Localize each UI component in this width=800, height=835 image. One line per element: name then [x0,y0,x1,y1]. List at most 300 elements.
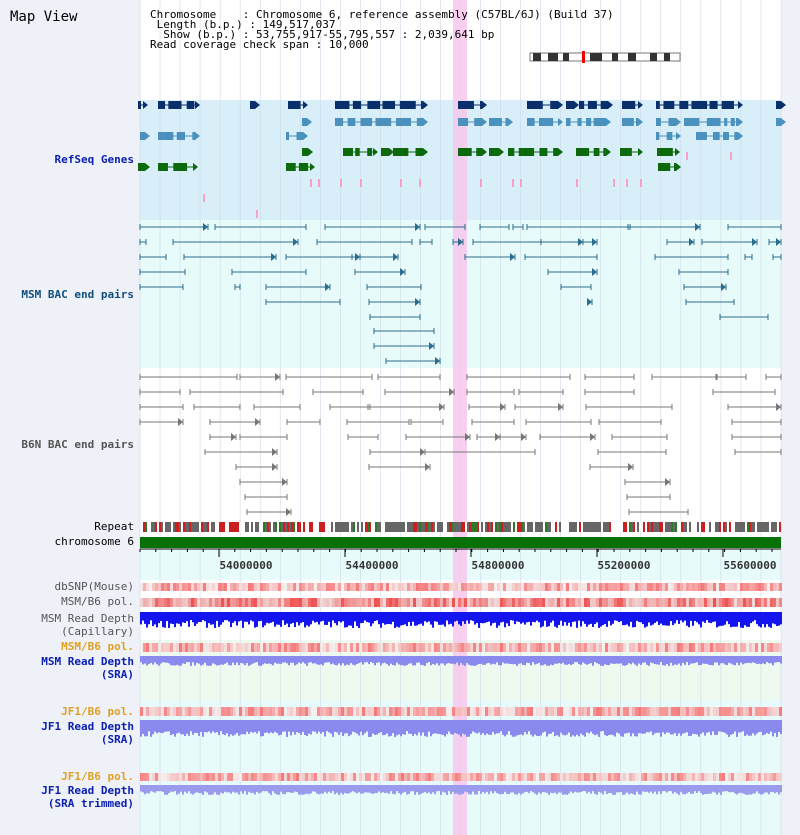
jf1-depth-trim-bar [618,785,620,792]
jf1-depth-bar [494,720,496,734]
jf1-depth-bar [276,720,278,733]
jf1-depth-bar [658,720,660,733]
msm-depth-cap-bar [564,612,566,622]
msm-depth-sra-bar [536,656,538,664]
msm-depth-cap-bar [756,612,758,624]
jf1-depth-trim-bar [670,785,672,791]
msm-depth-sra-bar [328,656,330,662]
msm-depth-cap-bar [642,612,644,624]
dbsnp-cell [752,583,755,591]
dbsnp-cell [638,583,641,591]
msm-depth-cap-bar [198,612,200,622]
msm-pol-cap-cell [425,598,428,607]
msm-depth-sra-bar [594,656,596,662]
dbsnp-cell [293,583,296,591]
repeat-block [609,522,611,532]
msm-depth-cap-bar [440,612,442,625]
jf1-pol-trim-cell [473,773,476,781]
msm-pol-cap-cell [338,598,341,607]
msm-depth-cap-bar [670,612,672,621]
repeat-block [247,522,249,532]
jf1-depth-bar [448,720,450,732]
jf1-depth-bar [596,720,598,734]
msm-pol-cap-cell [647,598,650,607]
track-label-refseq[interactable]: RefSeq Genes [54,153,134,166]
jf1-depth-bar [366,720,368,731]
msm-pol-sra-cell [716,643,719,652]
repeat-block [767,522,769,532]
msm-pol-sra-cell [326,643,329,652]
msm-pol-sra-cell [497,643,500,652]
dbsnp-cell [341,583,344,591]
repeat-block [477,522,479,532]
msm-depth-cap-bar [708,612,710,623]
msm-depth-sra-bar [240,656,242,663]
jf1-depth-trim-bar [288,785,290,792]
gene-exon [343,148,353,156]
jf1-depth-trim-bar [234,785,236,793]
dbsnp-cell [563,583,566,591]
msm-depth-cap-bar [412,612,414,622]
jf1-depth-trim-bar [186,785,188,793]
msm-depth-sra-bar [646,656,648,665]
msm-depth-cap-bar [494,612,496,623]
msm-pol-sra-cell [698,643,701,652]
jf1-pol-trim-cell [749,773,752,781]
msm-depth-cap-bar [228,612,230,622]
msm-depth-sra-bar [332,656,334,664]
jf1-pol-trim-cell [776,773,779,781]
msm-pol-sra-cell [377,643,380,652]
jf1-pol-cell [170,707,173,716]
jf1-pol-trim-cell [635,773,638,781]
jf1-pol-trim-cell [191,773,194,781]
dbsnp-cell [551,583,554,591]
msm-depth-cap-bar [354,612,356,621]
msm-depth-sra-bar [206,656,208,666]
jf1-depth-trim-bar [442,785,444,792]
jf1-depth-bar [546,720,548,737]
jf1-depth-bar [614,720,616,737]
gene-exon [579,101,584,109]
jf1-depth-trim-bar [340,785,342,793]
jf1-depth-bar [268,720,270,733]
repeat-block [763,522,765,532]
repeat-block [637,522,639,532]
msm-pol-cap-cell [494,598,497,607]
jf1-pol-trim-cell [356,773,359,781]
msm-depth-sra-bar [330,656,332,664]
msm-pol-sra-cell [572,643,575,652]
msm-depth-sra-bar [364,656,366,662]
repeat-block [745,522,747,532]
jf1-depth-trim-bar [648,785,650,793]
msm-pol-sra-cell [638,643,641,652]
repeat-block [527,522,529,532]
jf1-depth-trim-bar [540,785,542,794]
repeat-block [511,522,513,532]
jf1-depth-bar [308,720,310,734]
msm-depth-sra-bar [248,656,250,666]
msm-pol-sra-cell [512,643,515,652]
jf1-pol-cell [212,707,215,716]
jf1-depth-trim-bar [334,785,336,794]
repeat-block [445,522,447,532]
jf1-depth-bar [714,720,716,735]
dbsnp-cell [608,583,611,591]
jf1-pol-trim-cell [359,773,362,781]
jf1-depth-bar [400,720,402,736]
msm-pol-cap-cell [587,598,590,607]
msm-depth-sra-bar [356,656,358,664]
msm-depth-cap-bar [292,612,294,623]
jf1-depth-bar [388,720,390,736]
msm-depth-sra-bar [650,656,652,663]
jf1-depth-trim-bar [274,785,276,793]
msm-depth-sra-bar [570,656,572,665]
jf1-depth-trim-bar [368,785,370,793]
dbsnp-cell [347,583,350,591]
jf1-depth-bar [164,720,166,732]
dbsnp-cell [683,583,686,591]
jf1-pol-trim-cell [158,773,161,781]
msm-depth-sra-bar [714,656,716,662]
msm-pol-sra-cell [710,643,713,652]
jf1-depth-trim-bar [272,785,274,791]
jf1-depth-bar [292,720,294,732]
jf1-depth-trim-bar [580,785,582,792]
jf1-depth-trim-bar [752,785,754,794]
msm-depth-sra-bar [174,656,176,665]
pink-transcript [256,210,258,218]
msm-pol-cap-cell [500,598,503,607]
track-label-jf1-pol-trim[interactable]: JF1/B6 pol. [61,770,134,783]
jf1-depth-bar [708,720,710,732]
jf1-depth-trim-bar [656,785,658,794]
dbsnp-cell [539,583,542,591]
msm-pol-sra-cell [662,643,665,652]
msm-pol-cap-cell [482,598,485,607]
msm-depth-sra-bar [318,656,320,665]
jf1-depth-trim-bar [420,785,422,794]
msm-pol-sra-cell [596,643,599,652]
msm-depth-cap-bar [770,612,772,628]
msm-pol-cap-cell [344,598,347,607]
dbsnp-cell [338,583,341,591]
msm-depth-cap-bar [402,612,404,625]
gene-exon [776,118,781,126]
msm-pol-cap-cell [413,598,416,607]
jf1-depth-trim-bar [178,785,180,793]
pink-transcript [512,179,514,187]
msm-pol-sra-cell [401,643,404,652]
gene-exon [173,163,187,171]
msm-depth-cap-bar [748,612,750,627]
msm-pol-sra-cell [464,643,467,652]
dbsnp-cell [284,583,287,591]
track-label-msm-depth-cap[interactable]: MSM Read Depth [41,612,134,625]
jf1-depth-bar [244,720,246,735]
jf1-depth-trim-bar [406,785,408,795]
ideogram-band [533,53,541,61]
dbsnp-cell [533,583,536,591]
dbsnp-cell [515,583,518,591]
jf1-pol-cell [305,707,308,716]
msm-depth-cap-bar [646,612,648,626]
jf1-depth-trim-bar [734,785,736,793]
jf1-depth-trim-bar [268,785,270,793]
msm-pol-cap-cell [746,598,749,607]
jf1-depth-trim-bar [422,785,424,793]
jf1-depth-trim-bar [448,785,450,791]
repeat-block [733,522,735,532]
jf1-depth-trim-bar [194,785,196,793]
jf1-pol-trim-cell [578,773,581,781]
gene-exon [588,101,597,109]
pink-transcript [686,152,688,160]
jf1-pol-trim-cell [440,773,443,781]
jf1-depth-bar [778,720,780,732]
msm-depth-cap-bar [590,612,592,624]
msm-depth-sra-bar [158,656,160,666]
jf1-depth-bar [154,720,156,732]
jf1-depth-bar [230,720,232,734]
jf1-depth-trim-bar [462,785,464,794]
track-label-b6n-bac[interactable]: B6N BAC end pairs [21,438,134,451]
jf1-depth-trim-bar [532,785,534,792]
repeat-block [255,522,257,532]
jf1-pol-trim-cell [503,773,506,781]
track-label-msm-pol-cap[interactable]: MSM/B6 pol. [61,595,134,608]
msm-depth-cap-bar [180,612,182,626]
msm-pol-cap-cell [506,598,509,607]
jf1-pol-cell [281,707,284,716]
dbsnp-cell [218,583,221,591]
msm-depth-cap-bar [706,612,708,620]
msm-pol-sra-cell [617,643,620,652]
jf1-depth-bar [578,720,580,736]
msm-depth-cap-bar [744,612,746,625]
jf1-depth-bar [182,720,184,734]
dbsnp-cell [257,583,260,591]
jf1-depth-bar [416,720,418,735]
msm-depth-sra-bar [674,656,676,665]
jf1-depth-trim-bar [456,785,458,793]
jf1-pol-cell [656,707,659,716]
msm-depth-sra-bar [300,656,302,664]
msm-depth-sra-bar [540,656,542,666]
msm-depth-cap-bar [362,612,364,623]
jf1-pol-cell [542,707,545,716]
track-label-jf1-depth-trim[interactable]: JF1 Read Depth [41,784,134,797]
jf1-pol-cell [323,707,326,716]
jf1-depth-trim-bar [162,785,164,792]
msm-depth-cap-bar [306,612,308,625]
jf1-pol-cell [773,707,776,716]
repeat-block [743,522,745,532]
msm-depth-sra-bar [746,656,748,663]
jf1-depth-trim-bar [280,785,282,792]
msm-depth-sra-bar [688,656,690,665]
repeat-block [177,522,179,532]
jf1-depth-trim-bar [412,785,414,791]
jf1-depth-bar [432,720,434,734]
jf1-depth-bar [630,720,632,736]
msm-depth-cap-bar [206,612,208,628]
jf1-depth-bar [710,720,712,735]
jf1-pol-cell [659,707,662,716]
jf1-depth-bar [346,720,348,733]
msm-pol-cap-cell [380,598,383,607]
msm-depth-cap-bar [316,612,318,622]
msm-depth-sra-bar [216,656,218,666]
msm-depth-cap-bar [192,612,194,622]
repeat-block [357,522,359,532]
jf1-pol-cell [704,707,707,716]
chromosome-value: Chromosome 6, reference assembly (C57BL/6J) (Build 37) [255,8,614,21]
jf1-depth-bar [274,720,276,732]
msm-pol-cap-cell [272,598,275,607]
msm-depth-sra-bar [768,656,770,663]
msm-depth-cap-bar [586,612,588,627]
jf1-depth-trim-bar [252,785,254,793]
msm-pol-cap-cell [707,598,710,607]
msm-depth-cap-bar [662,612,664,625]
msm-pol-sra-cell [245,643,248,652]
jf1-depth-trim-bar [400,785,402,795]
jf1-pol-trim-cell [299,773,302,781]
repeat-block [315,522,317,532]
jf1-pol-trim-cell [557,773,560,781]
msm-pol-cap-cell [674,598,677,607]
msm-pol-sra-cell [167,643,170,652]
repeat-block [197,522,199,532]
jf1-pol-trim-cell [587,773,590,781]
msm-pol-cap-cell [638,598,641,607]
jf1-pol-trim-cell [161,773,164,781]
jf1-depth-bar [772,720,774,736]
repeat-block [267,522,269,532]
msm-depth-sra-bar [198,656,200,664]
track-label-msm-depth-sra[interactable]: MSM Read Depth [41,655,134,668]
jf1-depth-bar [606,720,608,736]
msm-pol-cap-cell [764,598,767,607]
track-label-jf1-pol[interactable]: JF1/B6 pol. [61,705,134,718]
msm-depth-cap-bar [302,612,304,622]
jf1-depth-bar [480,720,482,735]
track-label-dbsnp[interactable]: dbSNP(Mouse) [54,580,134,593]
jf1-depth-trim-bar [762,785,764,794]
jf1-pol-cell [713,707,716,716]
msm-pol-cap-cell [251,598,254,607]
jf1-depth-bar [192,720,194,735]
msm-pol-sra-cell [452,643,455,652]
track-label-msm-pol-sra[interactable]: MSM/B6 pol. [61,640,134,653]
repeat-block [217,522,219,532]
dbsnp-cell [686,583,689,591]
jf1-pol-cell [350,707,353,716]
msm-depth-sra-bar [312,656,314,663]
msm-depth-sra-bar [508,656,510,664]
coverage-label: Read coverage check span [150,38,309,51]
dbsnp-cell [305,583,308,591]
jf1-pol-cell [452,707,455,716]
jf1-pol-cell [626,707,629,716]
msm-depth-cap-bar [746,612,748,627]
jf1-depth-trim-bar [488,785,490,794]
jf1-pol-trim-cell [350,773,353,781]
msm-depth-sra-bar [488,656,490,663]
msm-depth-cap-bar [326,612,328,625]
msm-pol-cap-cell [542,598,545,607]
msm-depth-sra-bar [694,656,696,663]
track-label-jf1-depth[interactable]: JF1 Read Depth [41,720,134,733]
jf1-pol-trim-cell [389,773,392,781]
msm-depth-sra-bar [640,656,642,665]
dbsnp-cell [278,583,281,591]
jf1-depth-trim-bar [160,785,162,791]
jf1-pol-trim-cell [710,773,713,781]
gene-arrow [781,101,786,109]
track-label-msm-bac[interactable]: MSM BAC end pairs [21,288,134,301]
msm-pol-sra-cell [731,643,734,652]
jf1-depth-bar [464,720,466,735]
msm-pol-sra-cell [419,643,422,652]
msm-depth-sra-bar [280,656,282,664]
dbsnp-cell [713,583,716,591]
jf1-pol-trim-cell [338,773,341,781]
jf1-depth-trim-bar [550,785,552,793]
msm-depth-sra-bar [712,656,714,665]
jf1-depth-trim-bar [518,785,520,793]
jf1-depth-bar [740,720,742,732]
msm-pol-sra-cell [671,643,674,652]
msm-pol-sra-cell [707,643,710,652]
gene-exon [663,101,674,109]
jf1-depth-trim-bar [494,785,496,791]
jf1-pol-trim-cell [569,773,572,781]
dbsnp-cell [455,583,458,591]
msm-depth-cap-bar [522,612,524,623]
msm-depth-sra-bar [682,656,684,663]
dbsnp-cell [413,583,416,591]
msm-depth-cap-bar [496,612,498,628]
msm-depth-cap-bar [626,612,628,625]
jf1-pol-cell [191,707,194,716]
msm-depth-cap-bar [404,612,406,624]
jf1-depth-bar [334,720,336,732]
jf1-depth-trim-bar [238,785,240,795]
jf1-pol-cell [425,707,428,716]
msm-pol-cap-cell [572,598,575,607]
msm-depth-cap-bar [166,612,168,621]
dbsnp-cell [635,583,638,591]
repeat-block [709,522,711,532]
msm-depth-sra-bar [560,656,562,664]
msm-depth-cap-bar [594,612,596,624]
repeat-block [475,522,477,532]
dbsnp-cell [296,583,299,591]
repeat-block [755,522,757,532]
dbsnp-cell [671,583,674,591]
jf1-depth-bar [310,720,312,735]
msm-pol-sra-cell [482,643,485,652]
msm-pol-cap-cell [743,598,746,607]
msm-pol-cap-cell [260,598,263,607]
jf1-depth-bar [144,720,146,736]
msm-pol-sra-cell [398,643,401,652]
msm-pol-sra-cell [611,643,614,652]
